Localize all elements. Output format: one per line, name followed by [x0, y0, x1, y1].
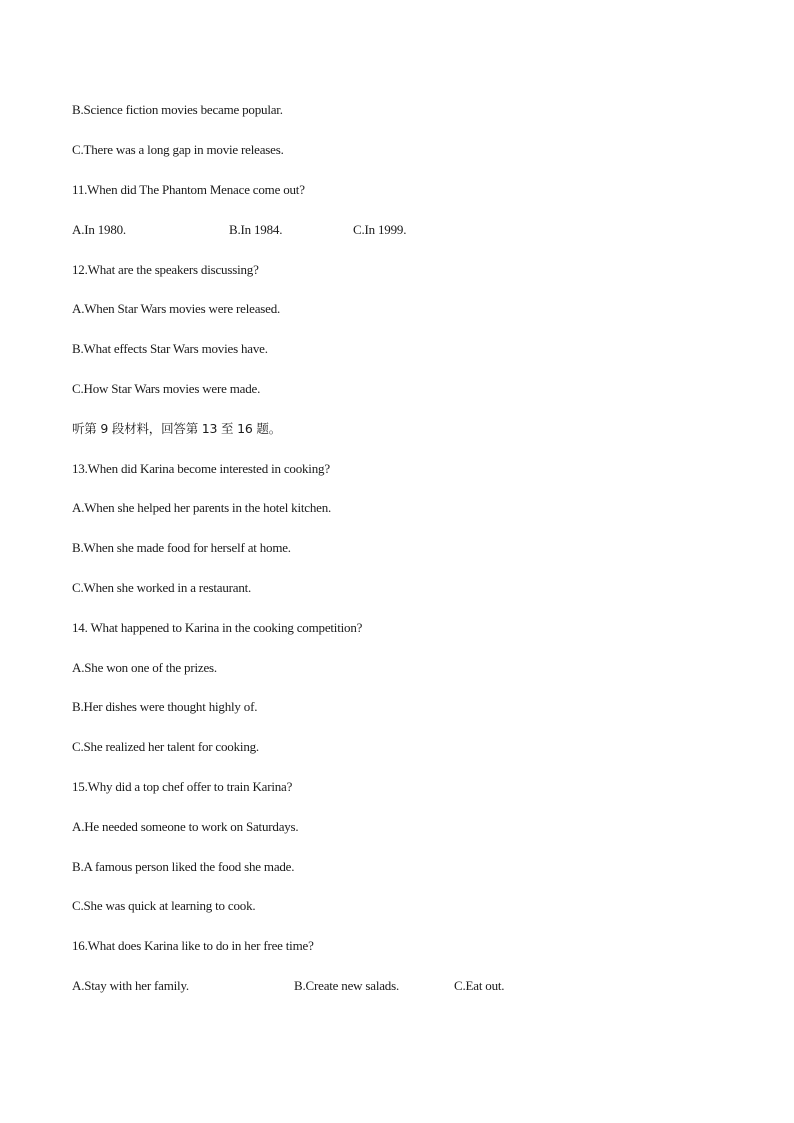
q16-options-row — [72, 978, 722, 994]
q13-option-c: C.When she worked in a restaurant. — [72, 580, 252, 595]
q16-option-a: A.Stay with her family. — [72, 978, 189, 993]
q14-option-a: A.She won one of the prizes. — [72, 660, 217, 675]
q15-option-b: B.A famous person liked the food she made. — [72, 859, 295, 874]
q14-option-c: C.She realized her talent for cooking. — [72, 739, 259, 754]
q16-option-c: C.Eat out. — [454, 978, 505, 993]
q12-option-b: B.What effects Star Wars movies have. — [72, 341, 268, 356]
q11-option-a: A.In 1980. — [72, 222, 126, 237]
q15-option-a: A.He needed someone to work on Saturdays. — [72, 819, 299, 834]
q12-option-a: A.When Star Wars movies were released. — [72, 301, 281, 316]
q12-question: 12.What are the speakers discussing? — [72, 262, 259, 277]
q11-option-c: C.In 1999. — [353, 222, 407, 237]
q15-option-c: C.She was quick at learning to cook. — [72, 898, 256, 913]
q10-option-b: B.Science fiction movies became popular. — [72, 102, 283, 117]
q10-option-c: C.There was a long gap in movie releases. — [72, 142, 284, 157]
q11-options-row — [72, 222, 722, 238]
q14-option-b: B.Her dishes were thought highly of. — [72, 699, 258, 714]
q11-option-b: B.In 1984. — [229, 222, 283, 237]
q12-option-c: C.How Star Wars movies were made. — [72, 381, 261, 396]
q13-option-b: B.When she made food for herself at home. — [72, 540, 291, 555]
q13-question: 13.When did Karina become interested in cooking? — [72, 461, 330, 476]
q16-question: 16.What does Karina like to do in her free time? — [72, 938, 314, 953]
q15-question: 15.Why did a top chef offer to train Karina? — [72, 779, 293, 794]
q13-option-a: A.When she helped her parents in the hotel kitchen. — [72, 500, 332, 515]
q14-question: 14. What happened to Karina in the cooking competition? — [72, 620, 363, 635]
q11-question: 11.When did The Phantom Menace come out? — [72, 182, 305, 197]
q16-option-b: B.Create new salads. — [294, 978, 400, 993]
section-instruction: 听第 9 段材料，回答第 13 至 16 题。 — [72, 421, 282, 436]
